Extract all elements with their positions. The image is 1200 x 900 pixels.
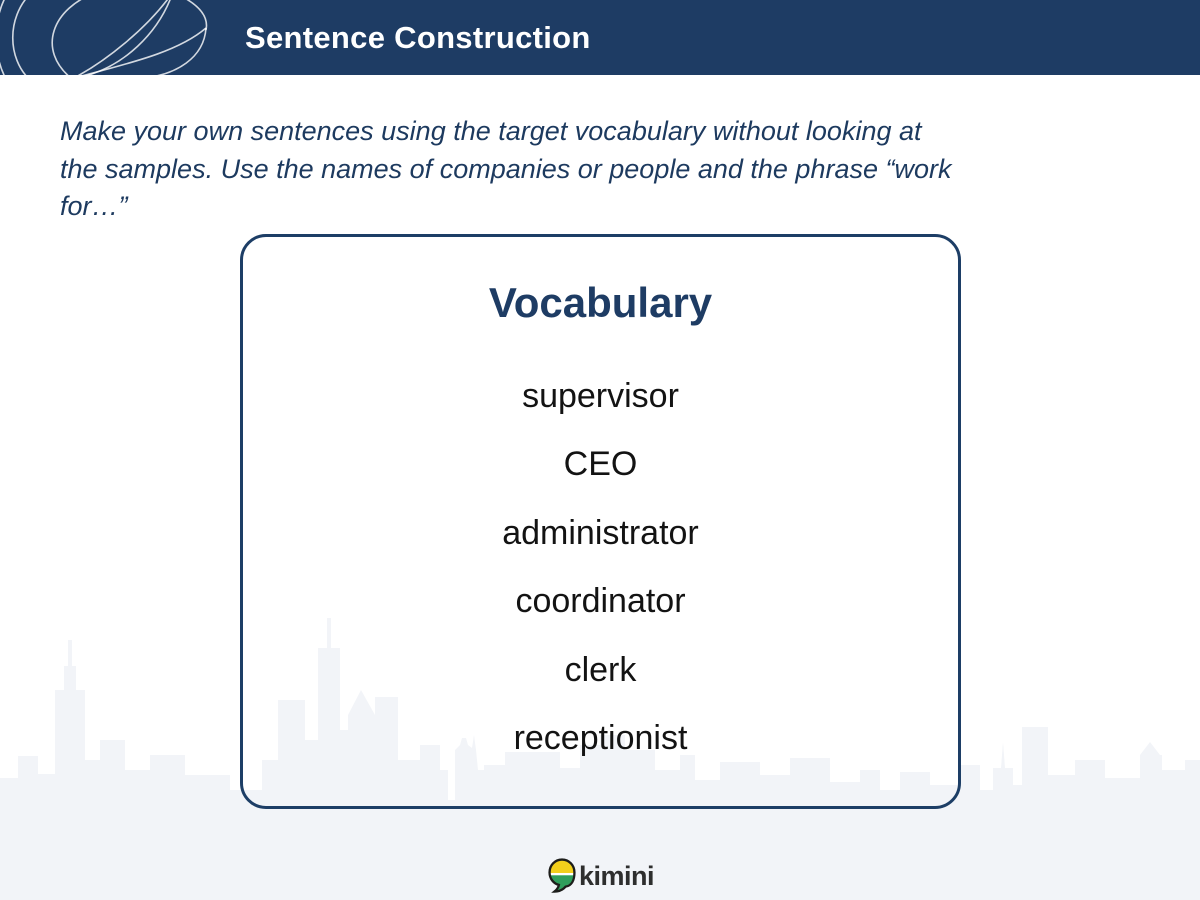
footer-brand	[0, 856, 1200, 896]
vocab-item: CEO	[563, 445, 638, 484]
vocab-item: coordinator	[515, 582, 686, 621]
header-bar	[0, 0, 1200, 75]
brand-g-logo-icon	[0, 0, 235, 75]
vocab-item: receptionist	[513, 719, 688, 758]
vocab-item: clerk	[564, 650, 637, 689]
instruction-line: Make your own sentences using the target vocabulary without looking at	[60, 116, 922, 146]
instruction-line: the samples. Use the names of companies or people and the phrase “work	[60, 153, 952, 184]
vocabulary-list	[243, 362, 958, 773]
vocabulary-title: Vocabulary	[488, 279, 713, 326]
page-title: Sentence Construction	[245, 19, 591, 55]
instruction-text	[60, 113, 1160, 226]
vocab-item: supervisor	[522, 376, 679, 415]
instruction-line: for…”	[60, 191, 128, 221]
kimini-logo-icon	[546, 857, 578, 895]
kimini-brand-text: kimini	[578, 861, 655, 891]
vocabulary-box	[240, 234, 961, 809]
vocab-item: administrator	[502, 513, 699, 552]
